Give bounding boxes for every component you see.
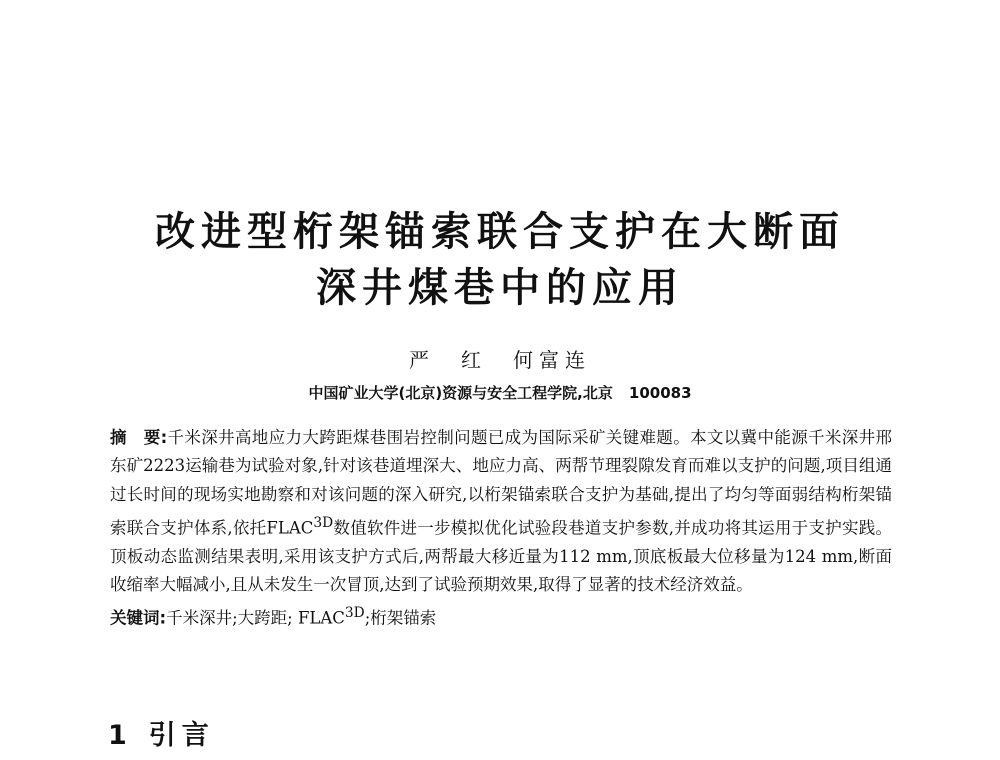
keywords-part-1: 千米深井;大跨距; FLAC [166,608,345,628]
affiliation-postcode: 100083 [628,384,692,402]
author-1: 严 红 [409,348,487,372]
keywords-part-2: ;桁架锚索 [364,608,437,628]
paper-title-line-1: 改进型桁架锚索联合支护在大断面 [155,209,845,255]
keywords-label: 关键词: [110,608,167,628]
keywords-superscript: 3D [344,605,365,622]
abstract-text: 千米深井高地应力大跨距煤巷围岩控制问题已成为国际采矿关键难题。本文以冀中能源千米深井邢东矿2223运输巷为试验对象,针对该巷道埋深大、地应力高、两帮节理裂隙发育而难以支护的问题,项目组通过长时间的现场实地勘察和对该问题的深入研究,以桁架锚索联合支护为基础,提出了均匀等面弱结构桁架锚索联合支护体系,依托FLAC [110,428,892,538]
paper-title-line-2: 深井煤巷中的应用 [316,265,684,311]
author-2: 何富连 [513,348,591,372]
abstract-block [110,424,892,633]
section-heading [108,718,215,754]
authors [0,346,1000,374]
abstract-superscript: 3D [313,514,334,531]
affiliation-text: 中国矿业大学(北京)资源与安全工程学院,北京 [308,384,613,402]
abstract [110,424,892,599]
section-title: 引言 [148,720,215,751]
section-number: 1 [108,720,127,751]
abstract-text-continued: 数值软件进一步模拟优化试验段巷道支护参数,并成功将其运用于支护实践。顶板动态监测结果表明,采用该支护方式后,两帮最大移近量为112 mm,顶底板最大位移量为124 mm,断面收缩率大幅减小,且从未发生一次冒顶,达到了试验预期效果,取得了显著的技术经济效益。 [110,518,892,594]
abstract-label: 摘 要: [110,428,168,447]
keywords [110,599,892,633]
affiliation [0,382,1000,404]
